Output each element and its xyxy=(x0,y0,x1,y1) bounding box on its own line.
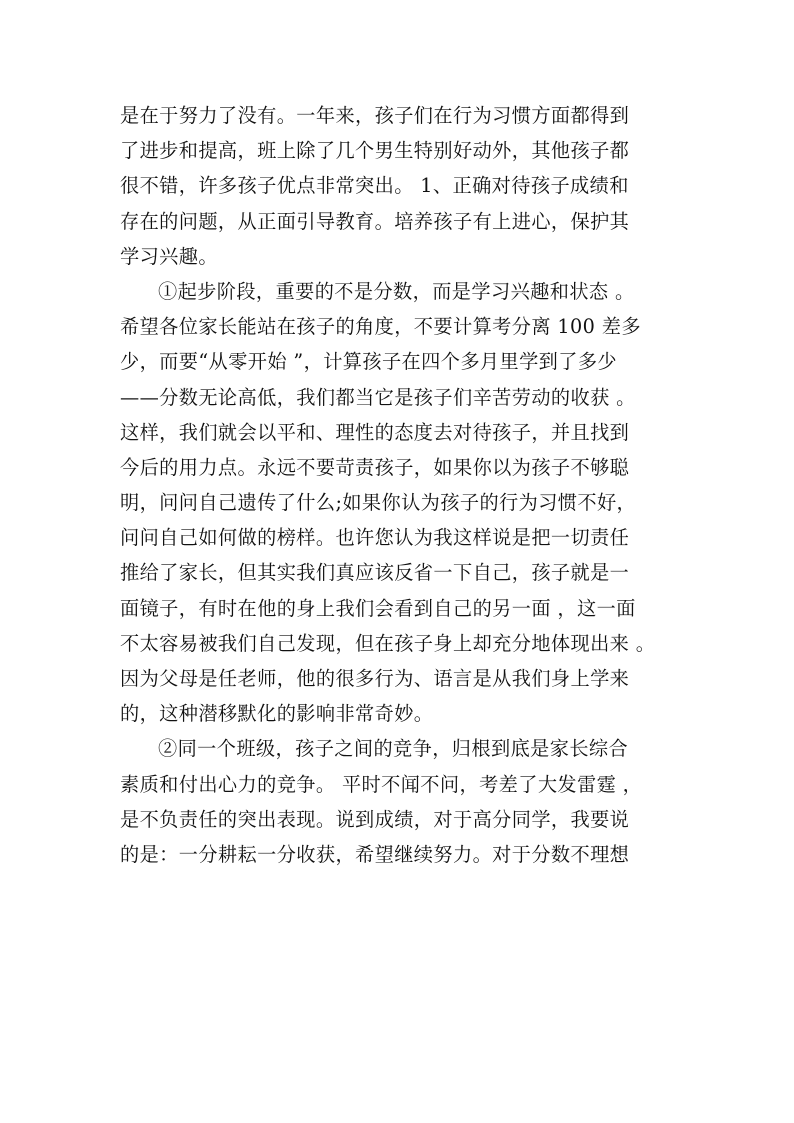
text-line: 素质和付出心力的竞争。 平时不闻不问，考差了大发雷霆 ， xyxy=(120,772,643,796)
text-line: 希望各位家长能站在孩子的角度，不要计算考分离 100 差多 xyxy=(120,315,641,339)
text-line: 不太容易被我们自己发现，但在孩子身上却充分地体现出来 。 xyxy=(120,631,656,655)
text-line: 今后的用力点。永远不要苛责孩子，如果你以为孩子不够聪 xyxy=(120,455,630,479)
text-line: 这样，我们就会以平和、理性的态度去对待孩子，并且找到 xyxy=(120,420,630,444)
text-line: 的是：一分耕耘一分收获，希望继续努力。对于分数不理想 xyxy=(120,842,630,866)
text-line: 少，而要“从零开始 ”，计算孩子在四个多月里学到了多少 xyxy=(120,350,618,374)
text-line: 问问自己如何做的榜样。也许您认为我这样说是把一切责任 xyxy=(120,526,630,550)
text-line: 明，问问自己遗传了什么;如果你认为孩子的行为习惯不好， xyxy=(120,491,637,515)
text-line: 是在于努力了没有。一年来，孩子们在行为习惯方面都得到 xyxy=(120,104,630,127)
text-line: ①起步阶段，重要的不是分数，而是学习兴趣和状态 。 xyxy=(158,279,635,303)
body-text xyxy=(120,98,680,872)
text-line: 存在的问题，从正面引导教育。培养孩子有上进心，保护其 xyxy=(120,209,630,233)
text-line: 面镜子，有时在他的身上我们会看到自己的另一面 ，这一面 xyxy=(120,596,636,620)
text-line: 学习兴趣。 xyxy=(120,244,218,268)
text-line: ②同一个班级，孩子之间的竞争，归根到底是家长综合 xyxy=(158,737,629,761)
text-line: 很不错，许多孩子优点非常突出。 1、正确对待孩子成绩和 xyxy=(120,174,629,198)
text-line: 的，这种潜移默化的影响非常奇妙。 xyxy=(120,702,434,726)
text-line: ——分数无论高低，我们都当它是孩子们辛苦劳动的收获 。 xyxy=(120,385,636,409)
text-line: 因为父母是任老师，他的很多行为、语言是从我们身上学来 xyxy=(120,667,630,690)
text-line: 是不负责任的突出表现。说到成绩，对于高分同学，我要说 xyxy=(120,807,630,831)
text-line: 推给了家长，但其实我们真应该反省一下自己，孩子就是一 xyxy=(120,561,630,585)
text-line: 了进步和提高，班上除了几个男生特别好动外，其他孩子都 xyxy=(120,139,630,163)
